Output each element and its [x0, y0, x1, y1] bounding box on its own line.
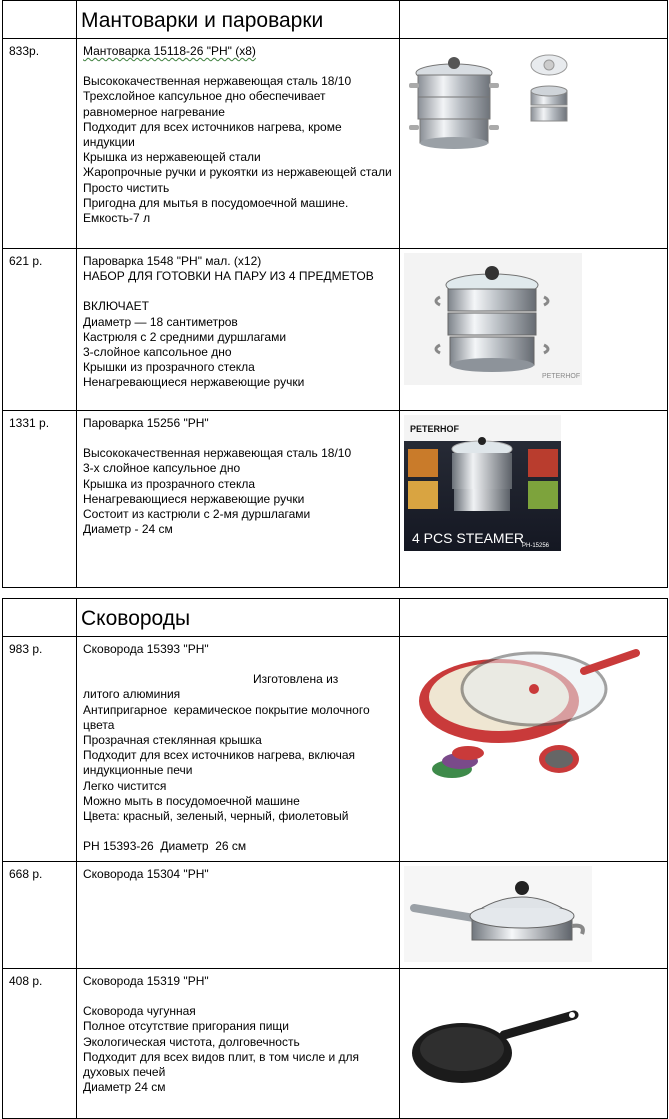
feature-line: Высококачественная нержавеющая сталь 18/10: [83, 74, 352, 89]
section-title: Сковороды: [81, 607, 191, 630]
product-description: [77, 249, 400, 411]
product-image-cell: [400, 969, 668, 1119]
feature-line: Прозрачная стеклянная крышка: [83, 733, 262, 748]
feature-line: Крышки из прозрачного стекла: [83, 360, 255, 375]
product-description: [77, 39, 400, 249]
section-title: Мантоварки и пароварки: [81, 9, 324, 32]
feature-line: Кастрюля с 2 средними дуршлагами: [83, 329, 287, 344]
product-image-cell: [400, 411, 668, 588]
feature-line: Диаметр - 24 см: [83, 522, 173, 537]
product-name-text: Пароварка 15256 "PH": [83, 416, 209, 430]
product-price: 1331 р.: [3, 411, 77, 588]
product-image-cell: [400, 637, 668, 862]
steamer-pot-with-lid-icon: [404, 43, 584, 153]
feature-line: Емкость-7 л: [83, 211, 151, 226]
product-row: [3, 411, 668, 588]
steamers-table: [2, 0, 668, 588]
section-header-row: [3, 1, 668, 39]
box-model-text: PH-15256: [522, 543, 550, 549]
product-description: [77, 969, 400, 1119]
product-name: [83, 974, 395, 989]
product-image-cell: [400, 862, 668, 969]
feature-line: Крышка из прозрачного стекла: [83, 476, 256, 491]
feature-line: Жаропрочные ручки и рукоятки из нержавеющей стали: [83, 165, 392, 180]
steel-saute-pan-icon: [404, 866, 592, 962]
feature-line: Просто чистить: [83, 180, 170, 195]
product-price: 668 р.: [3, 862, 77, 969]
product-row: [3, 637, 668, 862]
feature-line: Диаметр 24 см: [83, 1080, 166, 1095]
feature-line: Полное отсутствие пригорания пищи: [83, 1019, 290, 1034]
product-name-text: Сковорода 15319 "PH": [83, 974, 209, 988]
feature-line: Ненагревающиеся нержавеющие ручки: [83, 375, 305, 390]
product-row: [3, 249, 668, 411]
feature-line: [83, 989, 395, 1004]
feature-line: [83, 657, 395, 672]
feature-line: Можно мыть в посудомоечной машине: [83, 793, 300, 808]
product-name: [83, 254, 395, 269]
product-price: 408 р.: [3, 969, 77, 1119]
product-name: [83, 642, 395, 657]
feature-line: 3-х слойное капсульное дно: [83, 461, 241, 476]
feature-line: Подходит для всех источников нагрева, кроме индукции: [83, 119, 345, 150]
product-description: [77, 411, 400, 588]
section-header-row: [3, 599, 668, 637]
box-caption-text: 4 PCS STEAMER: [412, 530, 525, 546]
feature-line: Подходит для всех источников нагрева, включая индукционные печи: [83, 748, 359, 778]
brand-logo-text: PETERHOF: [542, 373, 581, 380]
feature-line: Цвета: красный, зеленый, черный, фиолетовый: [83, 809, 349, 824]
steamer-glass-lid-icon: [404, 253, 582, 385]
feature-line: Высококачественная нержавеющая сталь 18/10: [83, 446, 352, 461]
frying-pans-table: [2, 598, 668, 1119]
feature-line: Состоит из кастрюли с 2-мя дуршлагами: [83, 507, 311, 522]
feature-line: 3-слойное капсольное дно: [83, 345, 232, 360]
feature-line: литого алюминия: [83, 687, 181, 702]
product-description: [77, 862, 400, 969]
header-blank-cell: [400, 1, 668, 39]
feature-line: [83, 431, 395, 446]
product-row: [3, 39, 668, 249]
product-name: [83, 416, 395, 431]
product-row: [3, 969, 668, 1119]
feature-line: Крышка из нержавеющей стали: [83, 150, 261, 165]
feature-line: Ненагревающиеся нержавеющие ручки: [83, 491, 305, 506]
header-blank-cell: [3, 1, 77, 39]
feature-line: Сковорода чугунная: [83, 1004, 196, 1019]
header-blank-cell: [3, 599, 77, 637]
feature-line: НАБОР ДЛЯ ГОТОВКИ НА ПАРУ ИЗ 4 ПРЕДМЕТОВ: [83, 269, 374, 284]
cast-iron-skillet-icon: [404, 973, 584, 1103]
product-name: [83, 867, 395, 882]
brand-logo-text: PETERHOF: [410, 424, 460, 434]
feature-line: PH 15393-26 Диаметр 26 см: [83, 839, 247, 854]
feature-line: [83, 824, 395, 839]
feature-line: [83, 284, 395, 299]
feature-line: ВКЛЮЧАЕТ: [83, 299, 149, 314]
feature-line: Экологическая чистота, долговечность: [83, 1034, 300, 1049]
product-name-text: Пароварка 1548 "PH" мал. (x12): [83, 254, 262, 268]
feature-line: Трехслойное капсульное дно обеспечивает равномерное нагревание: [83, 89, 329, 119]
product-name-text: Сковорода 15393 "PH": [83, 642, 209, 656]
product-row: [3, 862, 668, 969]
product-price: 621 р.: [3, 249, 77, 411]
steamer-box-icon: [404, 415, 561, 551]
ceramic-frying-pan-icon: [404, 641, 644, 791]
product-name: [83, 44, 395, 59]
feature-line: Изготовлена из: [253, 672, 339, 687]
section-title-cell: [77, 1, 400, 39]
product-name-text: Мантоварка 15118-26 "PH" (x8): [83, 44, 256, 58]
feature-line: Легко чистится: [83, 778, 167, 793]
product-price: 833р.: [3, 39, 77, 249]
product-name-text: Сковорода 15304 "PH": [83, 867, 209, 881]
feature-line: Подходит для всех видов плит, в том числе и для духовых печей: [83, 1049, 363, 1080]
header-blank-cell: [400, 599, 668, 637]
product-price: 983 р.: [3, 637, 77, 862]
feature-line: Диаметр — 18 сантиметров: [83, 314, 238, 329]
feature-line: Пригодна для мытья в посудомоечной машине.: [83, 195, 349, 210]
product-description: [77, 637, 400, 862]
product-image-cell: [400, 39, 668, 249]
section-title-cell: [77, 599, 400, 637]
product-image-cell: [400, 249, 668, 411]
feature-line: Антипригарное керамическое покрытие молочного цвета: [83, 702, 373, 732]
